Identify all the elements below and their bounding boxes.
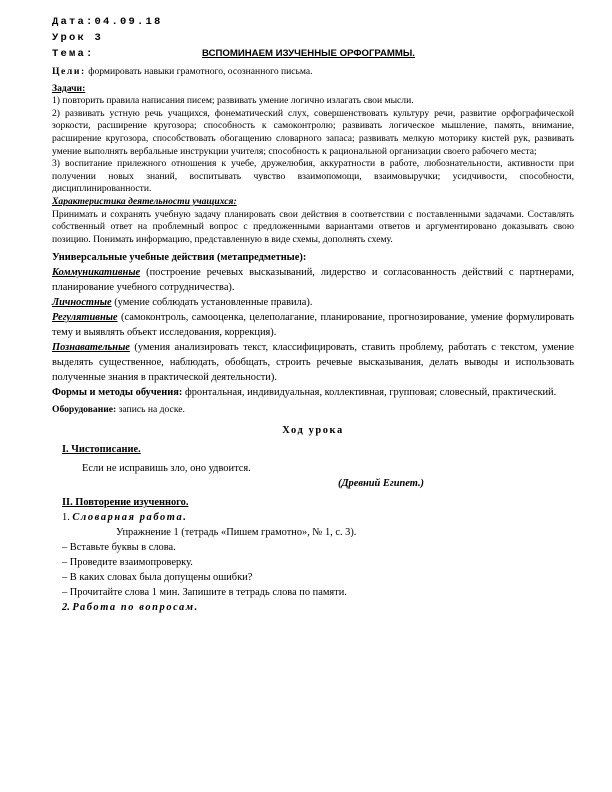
characteristic-text: Принимать и сохранять учебную задачу планировать свои действия в соответствии с поставленными задачами. Составлять собственный ответ на проблемный вопрос с предложенными вариантами ответов и аргументировано доказывать свою позицию. Понимать информацию, представленную в виде схемы, дополнять схему. <box>52 208 574 245</box>
uud-term: Личностные <box>52 297 112 309</box>
step-2: – Проведите взаимопроверку. <box>62 556 193 568</box>
uud-term: Регулятивные <box>52 312 118 324</box>
theme-title: ВСПОМИНАЕМ ИЗУЧЕННЫЕ ОРФОГРАММЫ. <box>202 48 415 59</box>
equipment-label: Оборудование: <box>52 404 117 416</box>
goals-text: формировать навыки грамотного, осознанного письма. <box>88 66 313 77</box>
lesson-date: Дата:04.09.18 <box>52 16 163 28</box>
equipment-paragraph <box>52 404 574 417</box>
goals-label: Цели: <box>52 66 86 77</box>
forms-label: Формы и методы обучения: <box>52 387 183 399</box>
goals-paragraph <box>52 66 574 79</box>
step-3: – В каких словах была допущены ошибки? <box>62 571 253 583</box>
equipment-text: запись на доске. <box>116 404 185 416</box>
course-title: Ход урока <box>282 424 344 436</box>
uud-term: Познавательные <box>52 342 130 354</box>
task-1: 1) повторить правила написания писем; развивать умение логично излагать свои мысли. <box>52 95 414 107</box>
uud-regulative <box>52 310 574 340</box>
theme-label: Тема: <box>52 48 95 60</box>
uud-text: (построение речевых высказываний, лидерство и согласованность действий с партнерами, планирование учебного сотрудничества). <box>52 267 574 294</box>
forms-text: фронтальная, индивидуальная, коллективная, групповая; словесный, практический. <box>182 387 557 399</box>
item-2-title: Работа по вопросам. <box>72 601 199 613</box>
task-2: 2) развивать устную речь учащихся, фонематический слух, совершенствовать культуру речи, развитие орфографической зоркости, расширение кругозора; способность к самоконтролю; развивать логическое мышление, память, внимание, расширение кругозора, способствовать обогащению словарного запаса; развивать мелкую моторику кистей рук, развивать умение выполнять вербальные инструкции учителя; способность к рациональной организации своего рабочего места; <box>52 107 574 157</box>
lesson-number: Урок 3 <box>52 32 104 44</box>
lesson-theme <box>52 46 574 62</box>
proverb: Если не исправишь зло, оно удвоится. <box>82 462 251 474</box>
item-1-number: 1. <box>62 511 70 523</box>
item-1-title: Словарная работа. <box>72 511 188 523</box>
tasks-label: Задачи: <box>52 82 86 94</box>
step-1: – Вставьте буквы в слова. <box>62 541 176 553</box>
uud-text: (умения анализировать текст, классифицировать, ставить проблему, работать с текстом, умение выделять существенное, наблюдать, обобщать, строить речевые высказывания, делать выводы и использовать полученные знания в практической деятельности). <box>52 342 574 384</box>
uud-text: (самоконтроль, самооценка, целеполагание, планирование, прогнозирование, умение формулировать тему и выявлять объект исследования, коррекция). <box>52 312 574 339</box>
section-1-heading: I. Чистописание. <box>62 443 141 455</box>
proverb-source: (Древний Египет.) <box>338 477 424 489</box>
characteristic-label: Характеристика деятельности учащихся: <box>52 195 237 207</box>
uud-communicative <box>52 265 574 295</box>
item-2-heading <box>52 600 574 615</box>
item-2-number: 2. <box>62 601 70 613</box>
uud-text: (умение соблюдать установленные правила). <box>111 297 313 309</box>
uud-cognitive <box>52 340 574 385</box>
section-2-heading: II. Повторение изученного. <box>62 496 189 508</box>
item-1-heading <box>52 510 574 525</box>
exercise-line: Упражнение 1 (тетрадь «Пишем грамотно», № 1, с. 3). <box>116 526 357 538</box>
document-page <box>52 14 574 615</box>
uud-personal <box>52 295 574 310</box>
forms-paragraph <box>52 385 574 400</box>
task-3: 3) воспитание прилежного отношения к учебе, дружелюбия, аккуратности в работе, любознательности, активности при получении новых знаний, воспитывать чувство взаимопомощи, взаимовыручки; усидчивости, способности, дисциплинированности. <box>52 158 574 195</box>
uud-label: Универсальные учебные действия (метапредметные): <box>52 252 307 264</box>
uud-term: Коммуникативные <box>52 267 141 279</box>
step-4: – Прочитайте слова 1 мин. Запишите в тетрадь слова по памяти. <box>62 586 347 598</box>
